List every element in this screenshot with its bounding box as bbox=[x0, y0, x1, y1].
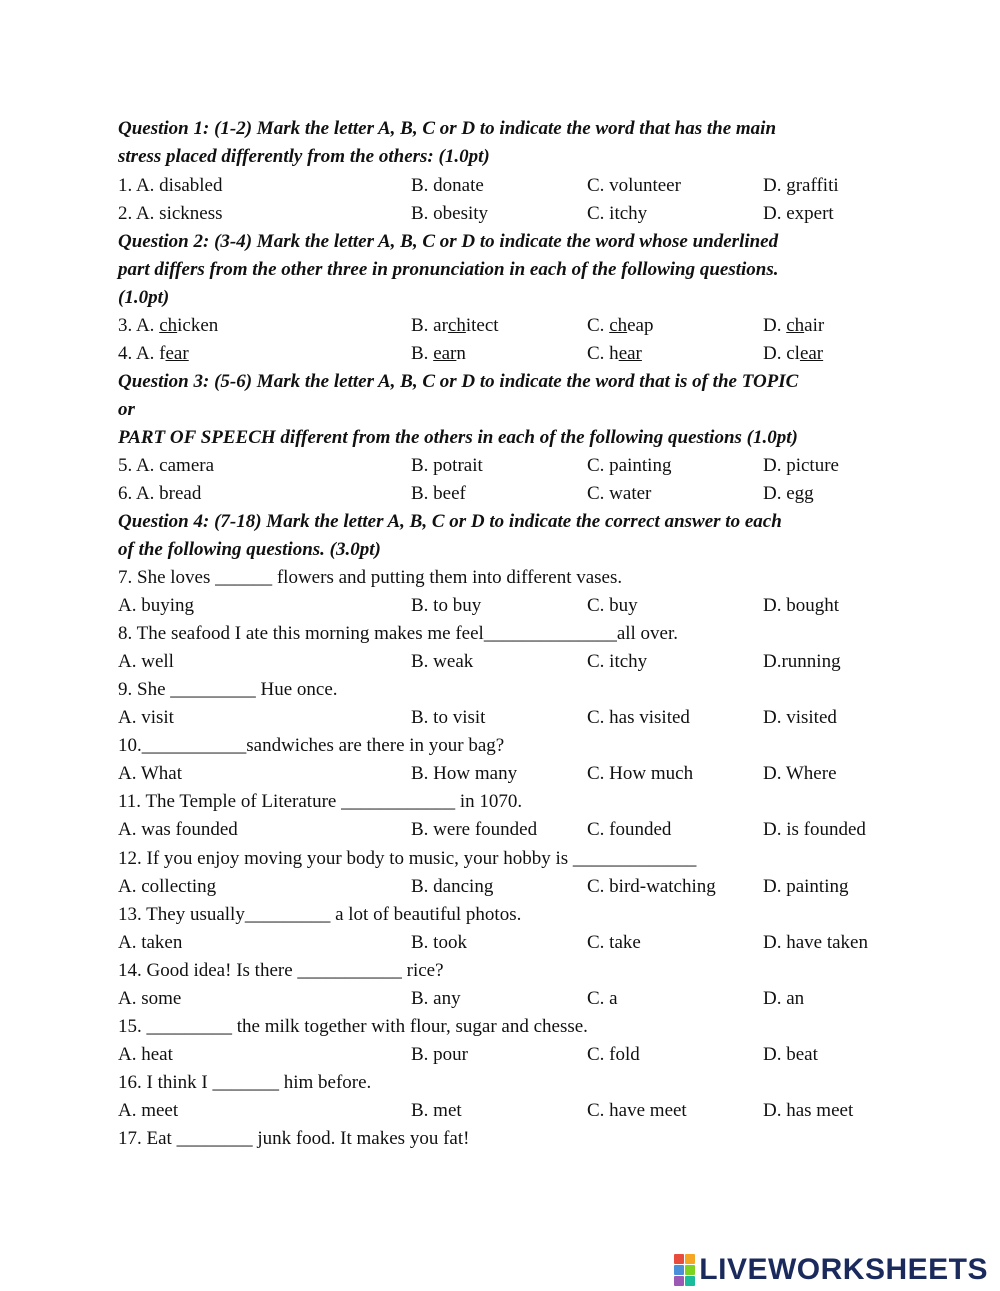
q1-heading-line-1: Question 1: (1-2) Mark the letter A, B, C or D to indicate the word that has the main bbox=[118, 118, 777, 139]
q15-option-d: D. beat bbox=[763, 1044, 818, 1065]
q7-option-a: A. buying bbox=[118, 595, 194, 616]
q2-option-c: C. itchy bbox=[587, 203, 648, 224]
question-5-options bbox=[118, 452, 898, 480]
q16-option-b: B. met bbox=[411, 1100, 462, 1121]
q8-option-d: D.running bbox=[763, 651, 841, 672]
q7-option-d: D. bought bbox=[763, 595, 839, 616]
q4-option-b: B. earn bbox=[411, 343, 466, 364]
q1-option-a: 1. A. disabled bbox=[118, 175, 223, 196]
question-9-options bbox=[118, 704, 898, 732]
q4-option-d: D. clear bbox=[763, 343, 824, 364]
q10-option-c: C. How much bbox=[587, 763, 694, 784]
question-9-text: 9. She _________ Hue once. bbox=[118, 679, 338, 700]
q4-option-c: C. hear bbox=[587, 343, 642, 364]
q8-option-b: B. weak bbox=[411, 651, 474, 672]
question-12-options bbox=[118, 873, 898, 901]
q4-heading-line-1: Question 4: (7-18) Mark the letter A, B, C or D to indicate the correct answer to each bbox=[118, 511, 782, 532]
logo-block bbox=[674, 1276, 684, 1286]
q11-option-b: B. were founded bbox=[411, 819, 538, 840]
q2-heading-line-2: part differs from the other three in pronunciation in each of the following questions. bbox=[118, 259, 779, 280]
q9-option-c: C. has visited bbox=[587, 707, 690, 728]
logo-block bbox=[674, 1265, 684, 1275]
q11-option-d: D. is founded bbox=[763, 819, 866, 840]
q9-option-d: D. visited bbox=[763, 707, 837, 728]
logo-block bbox=[685, 1276, 695, 1286]
q13-option-c: C. take bbox=[587, 932, 641, 953]
q5-option-a: 5. A. camera bbox=[118, 455, 215, 476]
q6-option-b: B. beef bbox=[411, 483, 466, 504]
q15-option-a: A. heat bbox=[118, 1044, 173, 1065]
q8-option-a: A. well bbox=[118, 651, 174, 672]
question-6-options bbox=[118, 480, 898, 508]
q4-option-a: 4. A. fear bbox=[118, 343, 189, 364]
logo-blocks-icon bbox=[674, 1254, 695, 1286]
question-8-text: 8. The seafood I ate this morning makes me feel______________all over. bbox=[118, 623, 679, 644]
question-14-text: 14. Good idea! Is there ___________ rice? bbox=[118, 960, 444, 981]
logo-text: LIVEWORKSHEETS bbox=[699, 1253, 988, 1286]
question-17-text: 17. Eat ________ junk food. It makes you fat! bbox=[118, 1128, 470, 1149]
question-11-text: 11. The Temple of Literature ____________ in 1070. bbox=[118, 791, 523, 812]
question-7-options bbox=[118, 592, 898, 620]
q13-option-b: B. took bbox=[411, 932, 467, 953]
q11-option-c: C. founded bbox=[587, 819, 672, 840]
q2-heading-line-1: Question 2: (3-4) Mark the letter A, B, C or D to indicate the word whose underlined bbox=[118, 231, 779, 252]
q1-heading-line-2: stress placed differently from the others: (1.0pt) bbox=[118, 146, 490, 167]
q10-option-a: A. What bbox=[118, 763, 183, 784]
q2-option-b: B. obesity bbox=[411, 203, 489, 224]
question-1-options bbox=[118, 172, 898, 200]
q12-option-d: D. painting bbox=[763, 876, 849, 897]
q16-option-a: A. meet bbox=[118, 1100, 179, 1121]
q6-option-c: C. water bbox=[587, 483, 652, 504]
question-14-options bbox=[118, 985, 898, 1013]
q16-option-c: C. have meet bbox=[587, 1100, 687, 1121]
q14-option-c: C. a bbox=[587, 988, 618, 1009]
q10-option-d: D. Where bbox=[763, 763, 837, 784]
question-10-text: 10.___________sandwiches are there in your bag? bbox=[118, 735, 505, 756]
question-10-options bbox=[118, 760, 898, 788]
q9-option-a: A. visit bbox=[118, 707, 174, 728]
question-16-options bbox=[118, 1097, 898, 1125]
question-16-text: 16. I think I _______ him before. bbox=[118, 1072, 372, 1093]
q3-option-d: D. chair bbox=[763, 315, 825, 336]
q12-option-b: B. dancing bbox=[411, 876, 494, 897]
q12-option-c: C. bird-watching bbox=[587, 876, 716, 897]
q15-option-c: C. fold bbox=[587, 1044, 640, 1065]
q3-option-a: 3. A. chicken bbox=[118, 315, 219, 336]
q8-option-c: C. itchy bbox=[587, 651, 648, 672]
q11-option-a: A. was founded bbox=[118, 819, 238, 840]
logo-block bbox=[685, 1265, 695, 1275]
q3-option-b: B. architect bbox=[411, 315, 499, 336]
q6-option-a: 6. A. bread bbox=[118, 483, 202, 504]
q2-heading-line-3: (1.0pt) bbox=[118, 287, 170, 308]
q6-option-d: D. egg bbox=[763, 483, 814, 504]
question-2-options bbox=[118, 200, 898, 228]
q4-heading-line-2: of the following questions. (3.0pt) bbox=[118, 539, 381, 560]
q10-option-b: B. How many bbox=[411, 763, 518, 784]
question-15-text: 15. _________ the milk together with flour, sugar and chesse. bbox=[118, 1016, 588, 1037]
q1-option-b: B. donate bbox=[411, 175, 484, 196]
q5-option-b: B. potrait bbox=[411, 455, 483, 476]
question-11-options bbox=[118, 816, 898, 844]
question-7-text: 7. She loves ______ flowers and putting them into different vases. bbox=[118, 567, 623, 588]
liveworksheets-logo bbox=[674, 1253, 988, 1287]
question-13-text: 13. They usually_________ a lot of beautiful photos. bbox=[118, 904, 522, 925]
q7-option-b: B. to buy bbox=[411, 595, 482, 616]
q1-option-c: C. volunteer bbox=[587, 175, 681, 196]
question-4-options bbox=[118, 340, 898, 368]
question-13-options bbox=[118, 929, 898, 957]
logo-block bbox=[674, 1254, 684, 1264]
q3-heading-line-2: or bbox=[118, 399, 135, 420]
q14-option-d: D. an bbox=[763, 988, 805, 1009]
question-3-options bbox=[118, 312, 898, 340]
q1-option-d: D. graffiti bbox=[763, 175, 839, 196]
q12-option-a: A. collecting bbox=[118, 876, 217, 897]
q5-option-c: C. painting bbox=[587, 455, 672, 476]
q2-option-d: D. expert bbox=[763, 203, 834, 224]
question-12-text: 12. If you enjoy moving your body to music, your hobby is _____________ bbox=[118, 848, 697, 869]
q5-option-d: D. picture bbox=[763, 455, 839, 476]
q13-option-d: D. have taken bbox=[763, 932, 868, 953]
q7-option-c: C. buy bbox=[587, 595, 638, 616]
q15-option-b: B. pour bbox=[411, 1044, 468, 1065]
question-8-options bbox=[118, 648, 898, 676]
q9-option-b: B. to visit bbox=[411, 707, 486, 728]
q14-option-a: A. some bbox=[118, 988, 182, 1009]
q13-option-a: A. taken bbox=[118, 932, 183, 953]
q3-heading-line-1: Question 3: (5-6) Mark the letter A, B, C or D to indicate the word that is of the TOPIC bbox=[118, 371, 799, 392]
q14-option-b: B. any bbox=[411, 988, 461, 1009]
q3-option-c: C. cheap bbox=[587, 315, 654, 336]
question-15-options bbox=[118, 1041, 898, 1069]
q2-option-a: 2. A. sickness bbox=[118, 203, 223, 224]
logo-block bbox=[685, 1254, 695, 1264]
q3-heading-line-3: PART OF SPEECH different from the others in each of the following questions (1.0pt) bbox=[118, 427, 798, 448]
q16-option-d: D. has meet bbox=[763, 1100, 854, 1121]
